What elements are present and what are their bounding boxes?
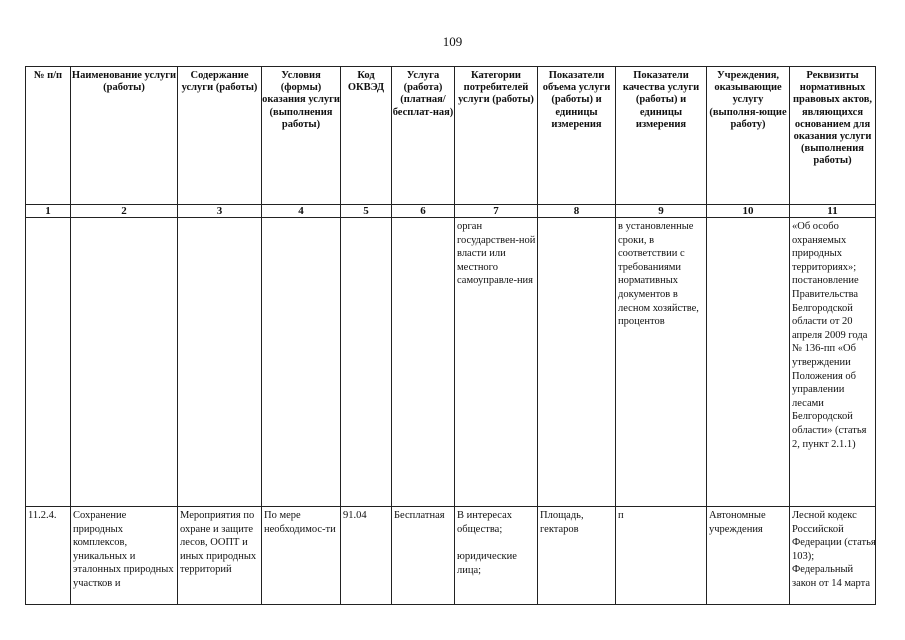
col-number: 2 [121,205,127,217]
col-line [25,66,26,605]
providing-institutions: Автономные учреждения [709,510,766,535]
service-conditions: По мере необходимос-ти [264,510,336,535]
col-number: 11 [827,205,838,217]
col-number: 5 [363,205,369,217]
quality-indicators: п [618,510,624,521]
header-col-4: Условия (формы) оказания услуги (выполнения работы) [262,70,340,130]
col-number: 6 [420,205,426,217]
continuation-consumers: орган государствен-ной власти или местного самоуправле-ния [457,221,536,287]
col-number: 10 [742,205,754,217]
col-number: 1 [45,205,51,217]
consumer-category-1: В интересах общества; [457,510,512,535]
numbers-bottom-line [25,217,876,218]
table-border-top [25,66,876,67]
col-number: 8 [573,205,580,217]
continuation-legal-acts: «Об особо охраняемых природных территориях»; постановление Правительства Белгородской области от 20 апреля 2009 года № 136-пп «Об утверждении Положения об управлении лесами Белгородской области» (статья 2, пункт 2.1.1) [792,221,868,450]
continuation-quality: в установленные сроки, в соответствии с требованиями нормативных документов в лесном хозяйстве, процентов [618,221,699,328]
row-separator [25,506,876,507]
header-col-3: Содержание услуги (работы) [181,70,258,94]
header-col-8: Показатели объема услуги (работы) и единицы измерения [542,70,611,130]
col-number: 4 [298,205,304,217]
header-col-9: Показатели качества услуги (работы) и единицы измерения [622,70,700,130]
service-name: Сохранение природных комплексов, уникальных и эталонных природных участков и [73,510,174,589]
paid-or-free: Бесплатная [394,510,445,521]
table-border-bottom [25,604,876,605]
row-number: 11.2.4. [28,510,57,521]
header-col-11: Реквизиты нормативных правовых актов, являющихся основанием для оказания услуги (выполнения работы) [792,70,873,167]
consumer-category-2: юридические лица; [457,551,517,576]
header-col-5: Код ОКВЭД [347,70,385,94]
header-col-1: № п/п [33,70,63,81]
service-content: Мероприятия по охране и защите лесов, ООПТ и иных природных территорий [180,510,257,576]
header-col-2: Наименование услуги (работы) [71,70,177,94]
volume-indicators: Площадь, гектаров [540,510,584,535]
page-number: 109 [442,34,463,49]
services-table [25,66,876,605]
header-col-6: Услуга (работа) (платная/ бесплат-ная) [392,70,454,118]
header-col-7: Категории потребителей услуги (работы) [458,70,534,106]
col-number: 9 [658,205,664,217]
okved-code: 91.04 [343,510,367,521]
col-number: 7 [493,205,499,217]
legal-acts: Лесной кодекс Российской Федерации (статья 103); Федеральный закон от 14 марта [792,510,876,589]
col-number: 3 [216,205,223,217]
col-line [391,66,392,605]
header-col-10: Учреждения, оказывающие услугу (выполня-ющие работу) [709,70,787,130]
